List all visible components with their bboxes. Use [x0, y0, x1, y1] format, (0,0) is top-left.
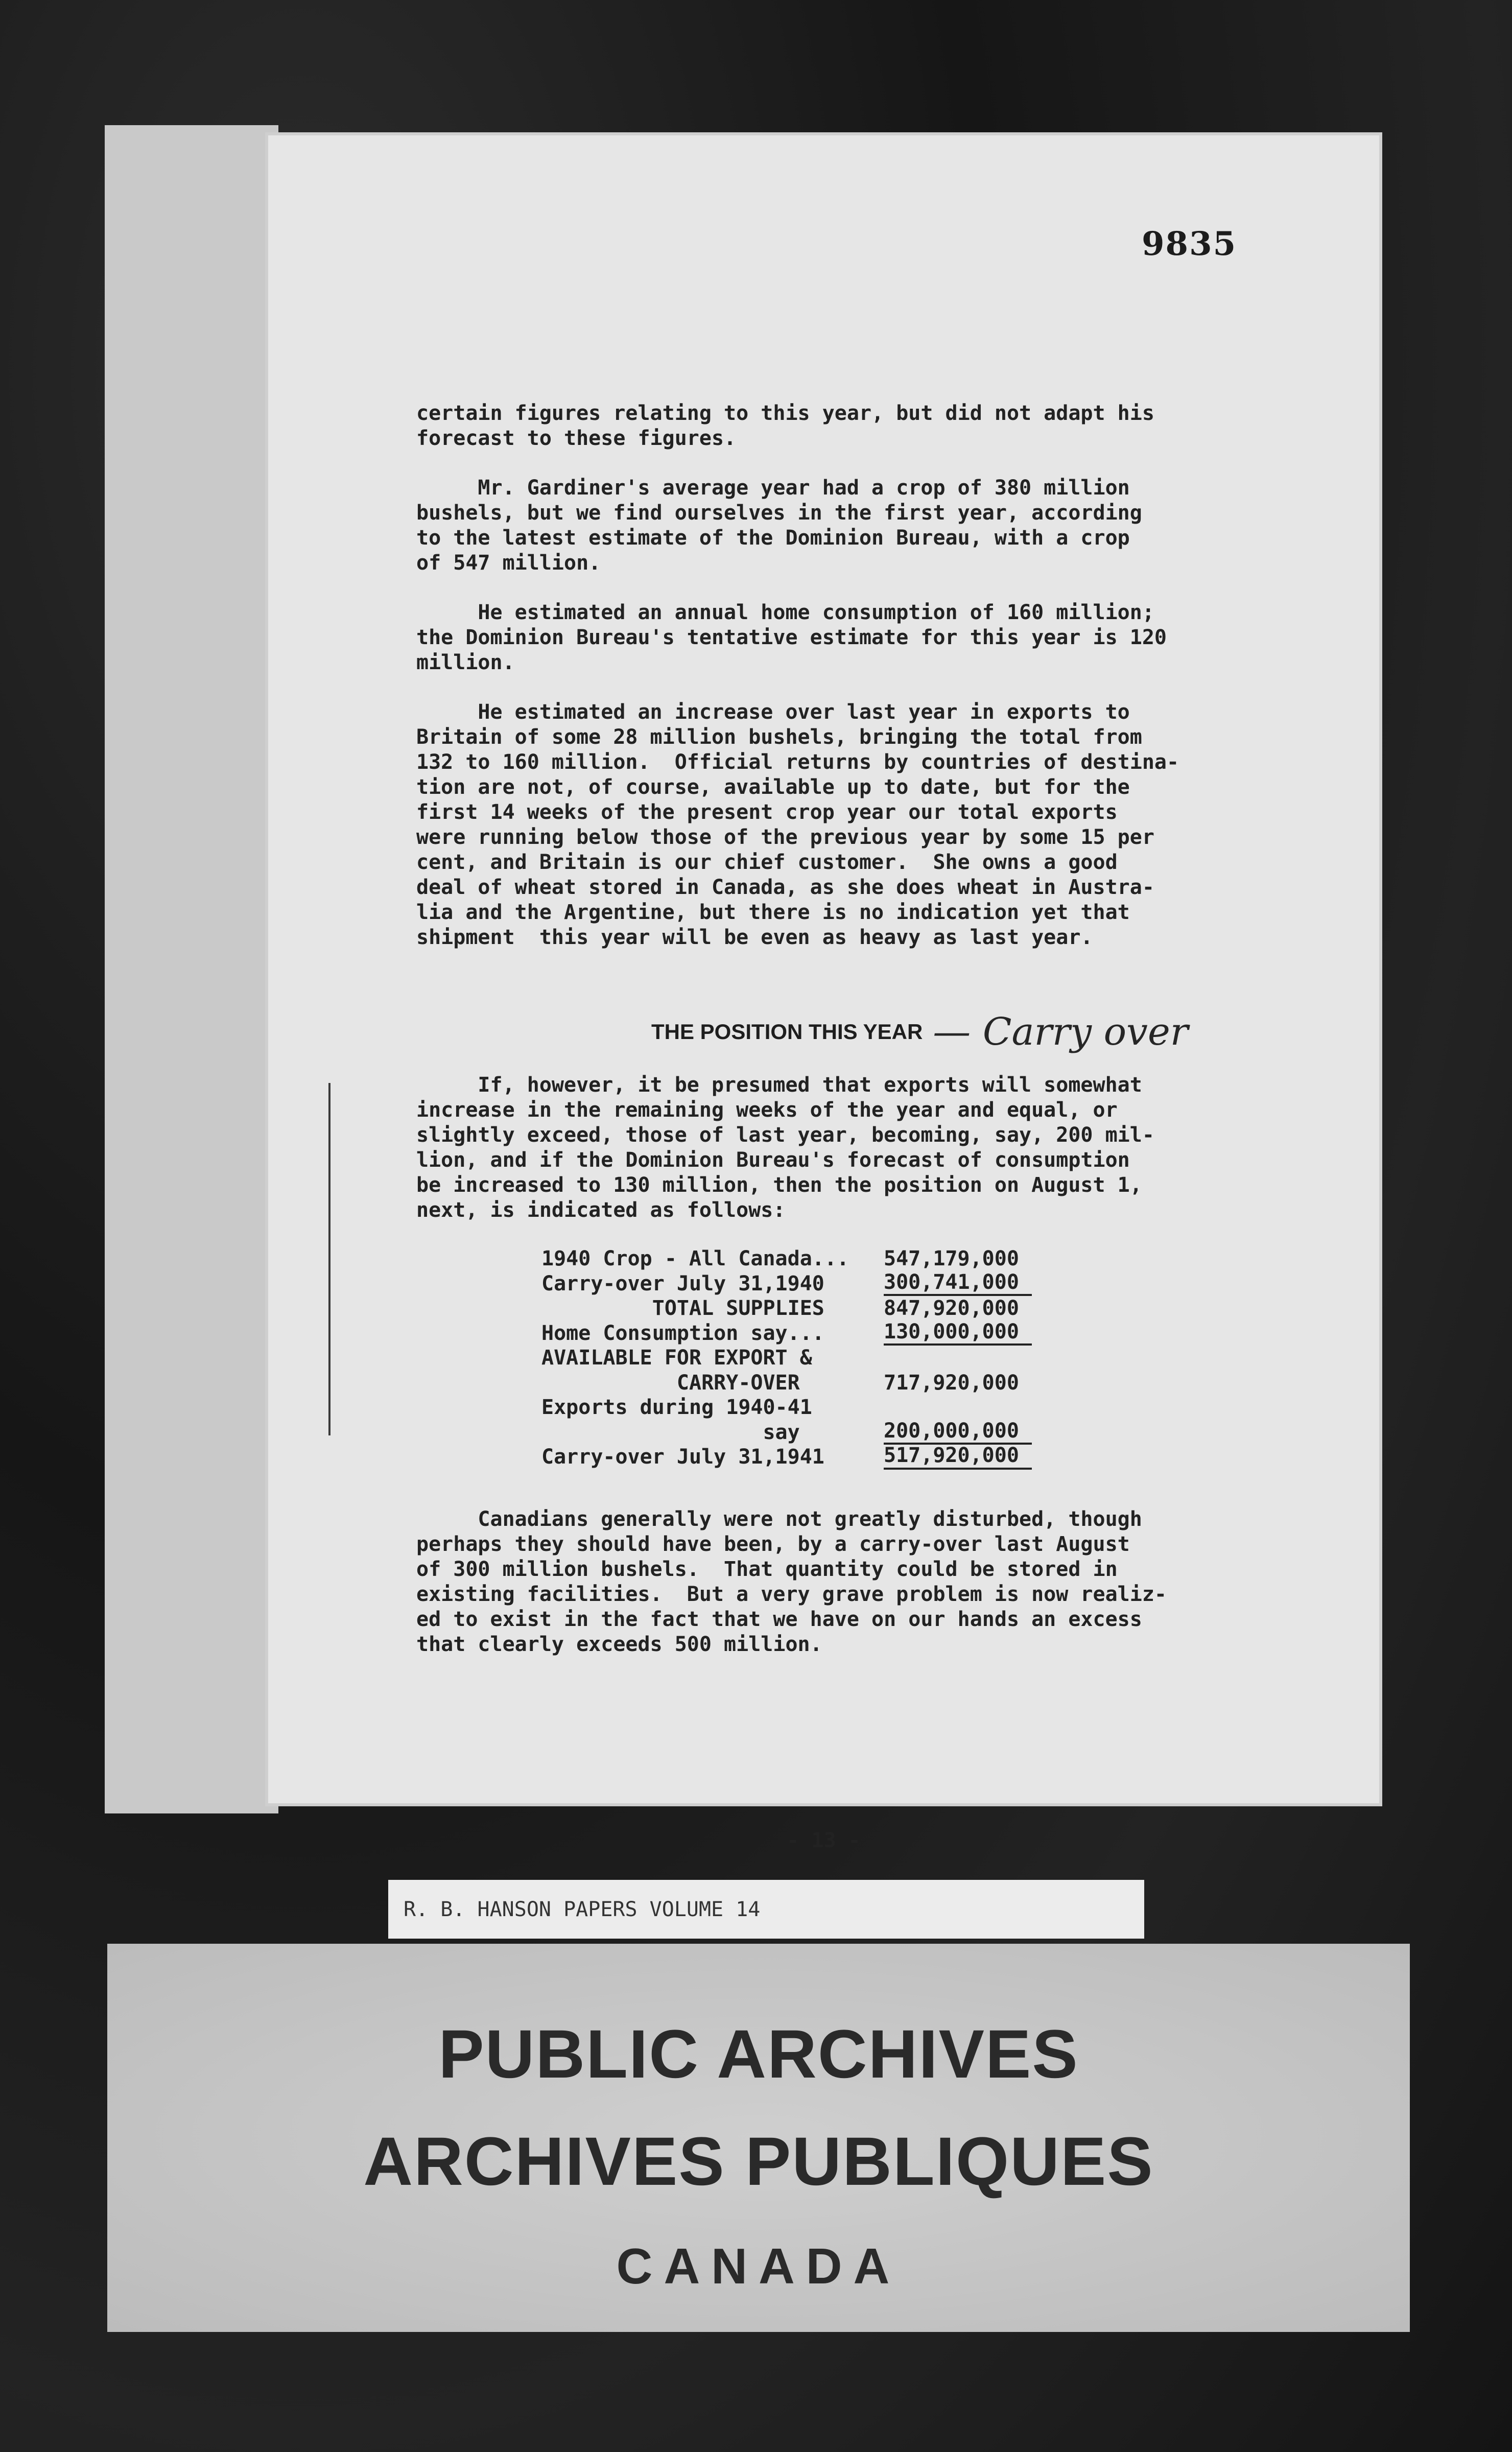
section-heading-row: [651, 1010, 1189, 1054]
paragraph-position: If, however, it be presumed that exports will somewhat increase in the remaining weeks of the year and equal, or slightly exceed, those of last year, becoming, say, 200 mil- lion, and if the Dominion Bureau's forecast of consumption be increased to 130 million, then the position on August 1, next, is indicated as follows:: [416, 1073, 1154, 1222]
row-value: [884, 1395, 1032, 1420]
table-row: [541, 1246, 1047, 1271]
row-label: Carry-over July 31,1941: [541, 1445, 824, 1469]
handwritten-note: — Carry over: [933, 1010, 1189, 1054]
archive-line-french: ARCHIVES PUBLIQUES: [363, 2124, 1154, 2200]
section-heading: THE POSITION THIS YEAR: [651, 1020, 923, 1044]
body-text: [416, 401, 1213, 975]
row-label: Home Consumption say...: [541, 1321, 824, 1345]
paragraph-2: Mr. Gardiner's average year had a crop of 380 million bushels, but we find ourselves in the first year, according to the latest estimate of the Dominion Bureau, with a crop of 547 million.: [416, 476, 1142, 575]
backing-sheet: [105, 125, 278, 1813]
row-label: CARRY-OVER: [541, 1371, 800, 1395]
row-value: 300,741,000: [884, 1271, 1032, 1296]
row-value: 130,000,000: [884, 1321, 1032, 1346]
row-value: 517,920,000: [884, 1445, 1032, 1470]
paragraph-4: He estimated an increase over last year in exports to Britain of some 28 million bushels, bringing the total from 132 to 160 million. Official returns by countries of destina- tion are not, of course, available up to date, but for the first 14 weeks of the present crop year our total exports were running below those of the previous year by some 15 per cent, and Britain is our chief customer. She owns a good deal of wheat stored in Canada, as she does wheat in Austra- lia and the Argentine, but there is no indication yet that shipment this year will be even as heavy as last year.: [416, 700, 1179, 949]
collection-label: [388, 1880, 1144, 1939]
row-label: say: [541, 1420, 800, 1444]
table-row: [541, 1371, 1047, 1396]
row-value: [884, 1346, 1032, 1371]
margin-mark: [328, 1083, 330, 1435]
supply-table: [541, 1246, 1047, 1470]
row-value: 717,920,000: [884, 1371, 1019, 1395]
table-row: [541, 1445, 1047, 1470]
table-row: [541, 1296, 1047, 1321]
table-row: [541, 1395, 1047, 1420]
row-label: Exports during 1940-41: [541, 1396, 812, 1419]
paragraph-3: He estimated an annual home consumption of 160 million; the Dominion Bureau's tentative estimate for this year is 120 million.: [416, 601, 1167, 674]
row-label: Carry-over July 31,1940: [541, 1271, 824, 1295]
row-label: TOTAL SUPPLIES: [541, 1296, 824, 1320]
page-number: 9835: [1142, 225, 1237, 263]
paragraph-1: certain figures relating to this year, but did not adapt his forecast to these figures.: [416, 402, 1154, 450]
archive-line-country: CANADA: [616, 2238, 901, 2294]
closing-paragraph: Canadians generally were not greatly disturbed, though perhaps they should have been, by a carry-over last August of 300 million bushels. That quantity could be stored in existing facilities. But a very grave problem is now realiz- ed to exist in the fact that we have on our hands an excess that clearly exceeds 500 million.: [416, 1507, 1167, 1656]
table-row: [541, 1321, 1047, 1346]
table-row: [541, 1420, 1047, 1445]
row-value: 547,179,000: [884, 1247, 1019, 1270]
archive-stamp-card: [107, 1944, 1410, 2332]
table-row: [541, 1271, 1047, 1296]
page-folio: - 13 -: [787, 1829, 861, 1852]
row-value: 200,000,000: [884, 1420, 1032, 1445]
archive-line-english: PUBLIC ARCHIVES: [438, 2016, 1079, 2092]
row-label: AVAILABLE FOR EXPORT &: [541, 1346, 812, 1370]
row-label: 1940 Crop - All Canada...: [541, 1247, 849, 1270]
collection-label-text: R. B. HANSON PAPERS VOLUME 14: [404, 1897, 761, 1921]
row-value: 847,920,000: [884, 1296, 1019, 1320]
table-row: [541, 1346, 1047, 1371]
